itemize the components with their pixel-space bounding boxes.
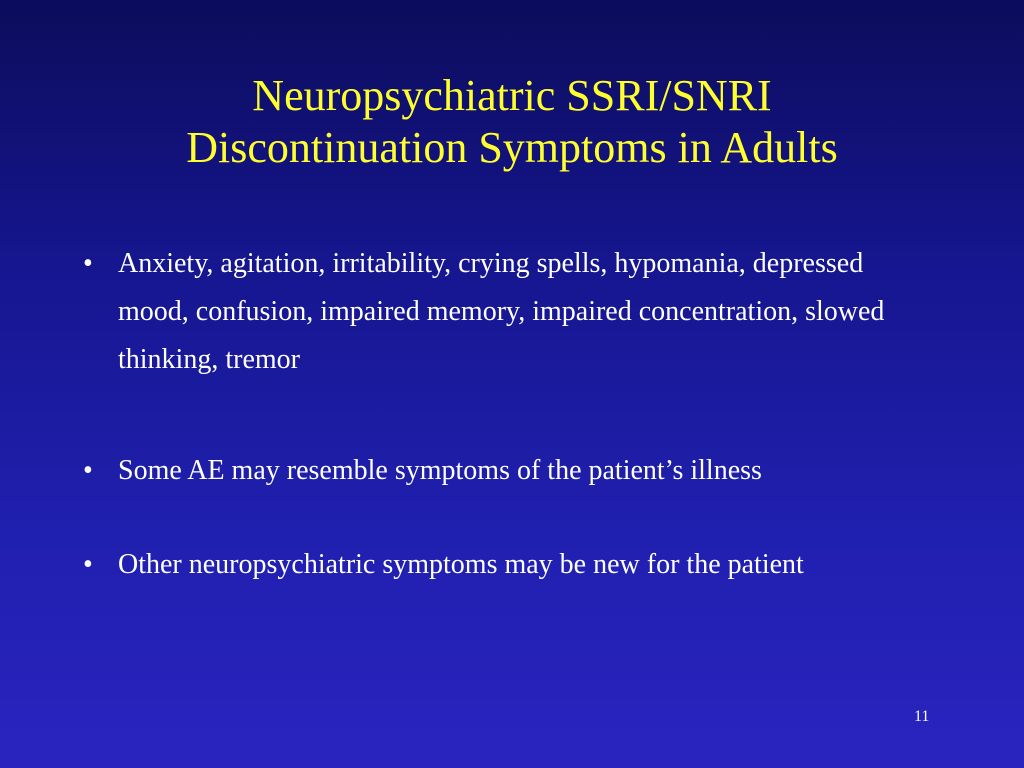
bullet-list bbox=[83, 240, 933, 582]
bullet-item bbox=[83, 548, 933, 582]
slide-title bbox=[0, 70, 1024, 174]
bullet-text: Other neuropsychiatric symptoms may be new for the patient bbox=[118, 549, 804, 580]
title-line-1: Neuropsychiatric SSRI/SNRI bbox=[252, 71, 772, 120]
bullet-dot-icon: • bbox=[83, 248, 93, 279]
bullet-item bbox=[83, 240, 933, 384]
bullet-text: Anxiety, agitation, irritability, crying spells, hypomania, depressed mood, confusion, impaired memory, impaired concentration, slowed thinking, tremor bbox=[118, 248, 885, 375]
bullet-text: Some AE may resemble symptoms of the patient’s illness bbox=[118, 455, 762, 486]
bullet-dot-icon: • bbox=[83, 455, 93, 486]
page-number: 11 bbox=[914, 708, 930, 725]
bullet-item bbox=[83, 454, 933, 488]
title-line-2: Discontinuation Symptoms in Adults bbox=[186, 123, 838, 172]
bullet-dot-icon: • bbox=[83, 549, 93, 580]
